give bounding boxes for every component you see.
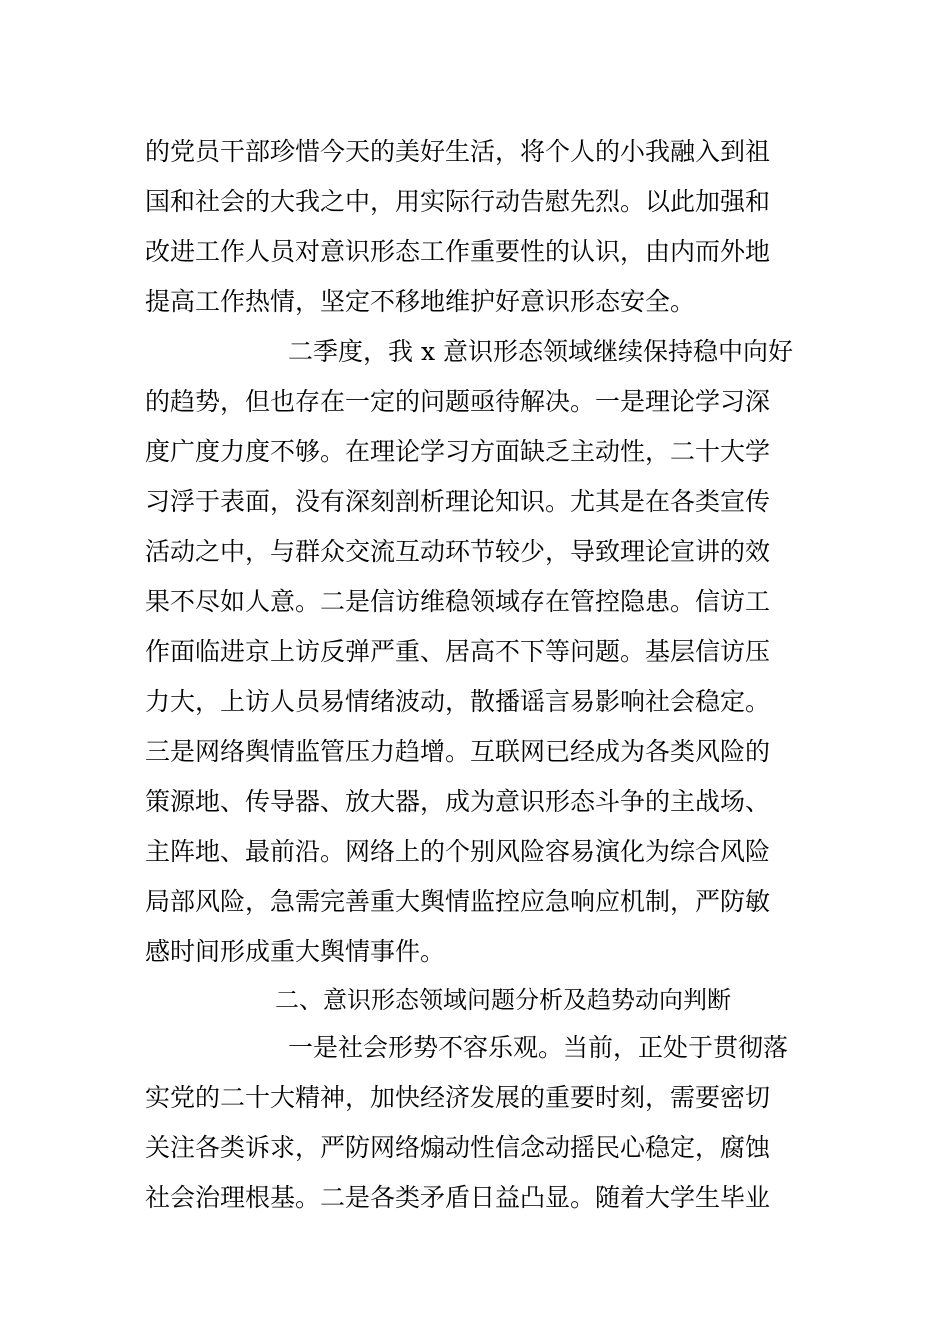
paragraph-first-line: 二季度，我 x 意识形态领域继续保持稳中向好 xyxy=(288,337,793,366)
body-text-line: 策源地、传导器、放大器，成为意识形态斗争的主战场、 xyxy=(145,787,771,816)
body-text-line: 关注各类诉求，严防网络煽动性信念动摇民心稳定，腐蚀 xyxy=(145,1133,771,1162)
paragraph-first-line: 一是社会形势不容乐观。当前，正处于贯彻落 xyxy=(288,1033,789,1062)
body-text-line: 果不尽如人意。二是信访维稳领域存在管控隐患。信访工 xyxy=(145,587,771,616)
body-text-line: 的党员干部珍惜今天的美好生活，将个人的小我融入到祖 xyxy=(145,137,771,166)
body-text-line: 力大，上访人员易情绪波动，散播谣言易影响社会稳定。 xyxy=(145,687,771,716)
section-heading: 二、意识形态领域问题分析及趋势动向判断 xyxy=(275,986,731,1014)
body-text-line: 度广度力度不够。在理论学习方面缺乏主动性，二十大学 xyxy=(145,437,771,466)
body-text-line: 感时间形成重大舆情事件。 xyxy=(145,937,446,966)
body-text-line: 社会治理根基。二是各类矛盾日益凸显。随着大学生毕业 xyxy=(145,1183,771,1212)
body-text-line: 作面临进京上访反弹严重、居高不下等问题。基层信访压 xyxy=(145,637,771,666)
body-text-line: 国和社会的大我之中，用实际行动告慰先烈。以此加强和 xyxy=(145,187,771,216)
body-text-line: 提高工作热情，坚定不移地维护好意识形态安全。 xyxy=(145,287,696,316)
body-text-line: 主阵地、最前沿。网络上的个别风险容易演化为综合风险 xyxy=(145,837,771,866)
body-text-line: 习浮于表面，没有深刻剖析理论知识。尤其是在各类宣传 xyxy=(145,487,771,516)
body-text-line: 的趋势，但也存在一定的问题亟待解决。一是理论学习深 xyxy=(145,387,771,416)
body-text-line: 局部风险，急需完善重大舆情监控应急响应机制，严防敏 xyxy=(145,887,771,916)
body-text-line: 改进工作人员对意识形态工作重要性的认识，由内而外地 xyxy=(145,237,771,266)
body-text-line: 活动之中，与群众交流互动环节较少，导致理论宣讲的效 xyxy=(145,537,771,566)
body-text-line: 实党的二十大精神，加快经济发展的重要时刻，需要密切 xyxy=(145,1083,771,1112)
body-text-line: 三是网络舆情监管压力趋增。互联网已经成为各类风险的 xyxy=(145,737,771,766)
